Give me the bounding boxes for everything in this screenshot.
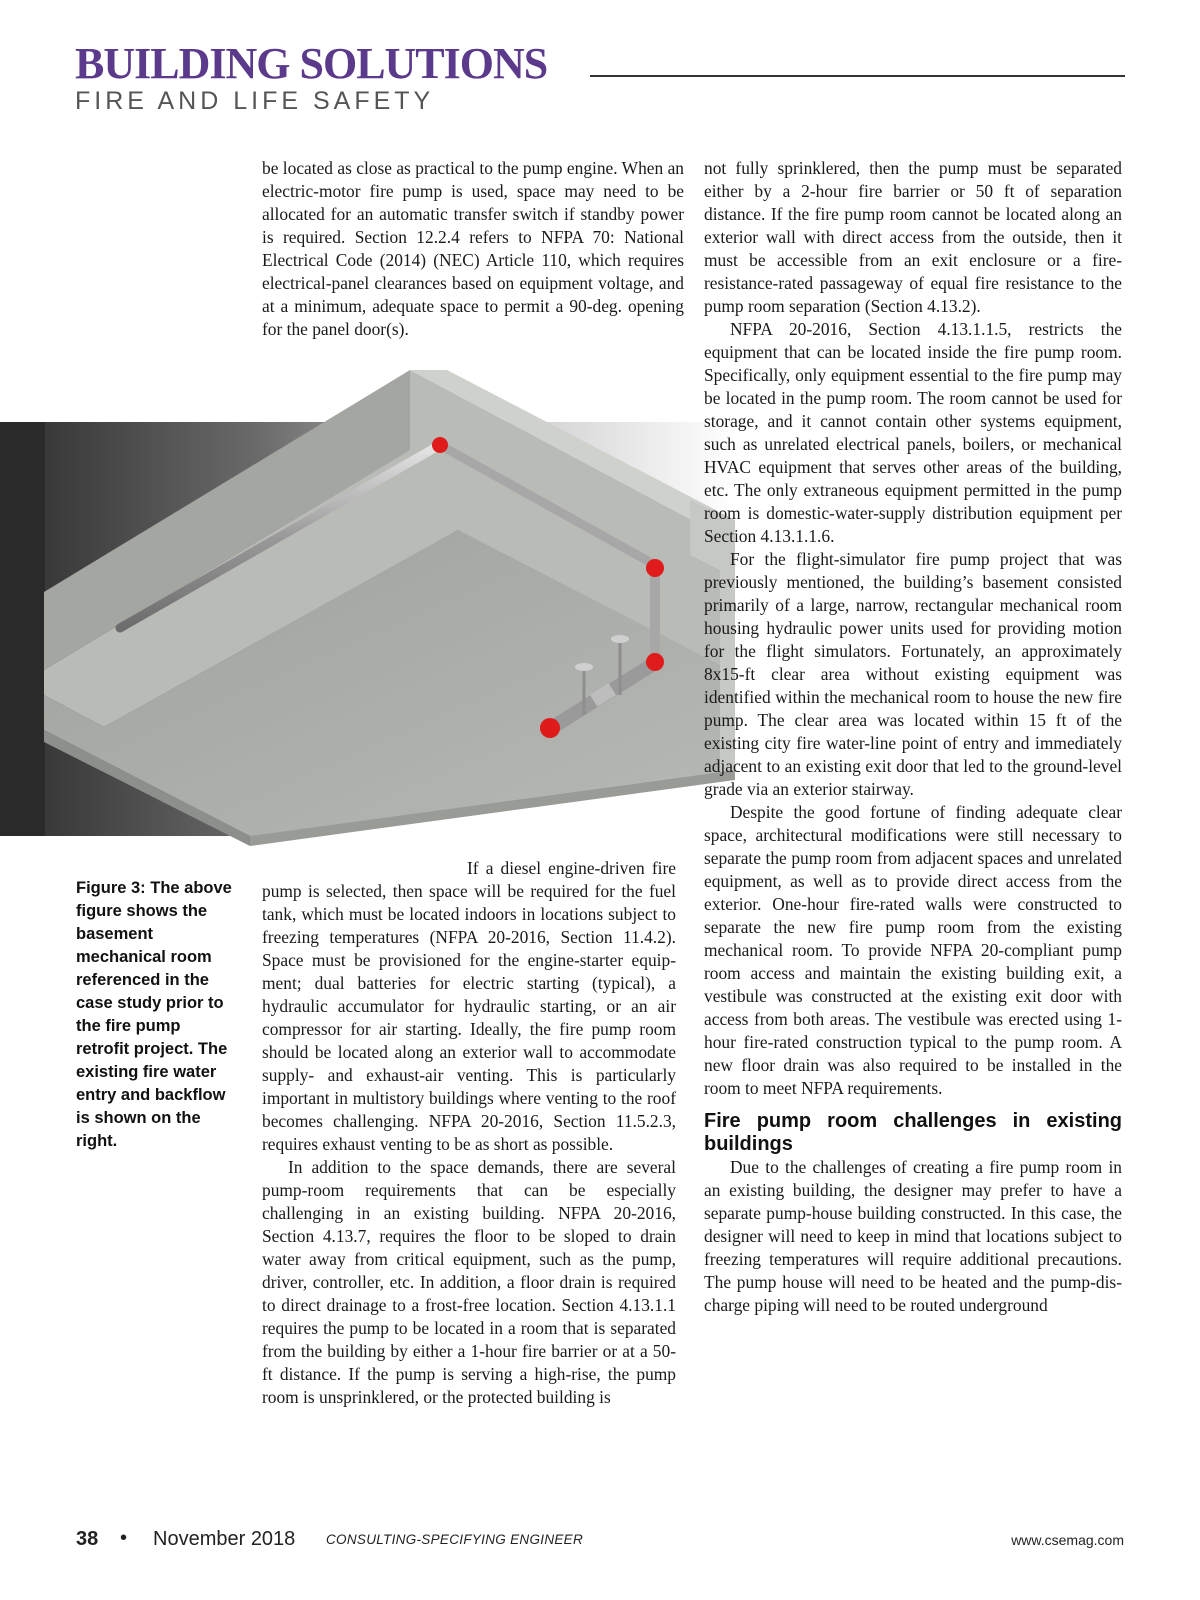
paragraph: Despite the good fortune of finding adequate clear space, architectural modifications were still necessary to separate the pump room from adjacent spaces and unrelated equipment, as well as to provide direct access from the exterior. One-hour fire-rated walls were constructed to separate the new fire pump room from the existing mechanical room. To provide NFPA 20-compliant pump room access and maintain the existing building exit, a vestibule was constructed at the existing exit door with access from both areas. The vestibule was erected using 1-hour fire-rated construction typical to the pump room. A new floor drain was also required to be installed in the room to meet NFPA requirements. xyxy=(704,802,1122,1098)
header-rule xyxy=(590,75,1125,77)
pipe-elbow-bottom xyxy=(540,718,560,738)
paragraph: NFPA 20-2016, Section 4.13.1.1.5, restricts the equipment that can be located inside the fire pump room. Specifically, only equipment essential to the fire pump may be located in the pump room. The room cannot be used for storage, and it cannot contain other systems equipment, such as unrelated electrical panels, boilers, or mechanical HVAC equipment that serves other areas of the building, etc. The only extraneous equipment permitted in the pump room is domestic-water-supply distribution equipment per Section 4.13.1.1.6. xyxy=(704,319,1122,546)
paragraph: If a diesel engine-driven fire pump is selected, then space will be required for the fuel tank, which must be located indoors in locations subject to freezing temperatures (NFPA 20-2016, Section 11.4.2). Space must be provisioned for the engine-starter equipment; dual batteries for electric starting (typical), a hydraulic accumulator for hydraulic starting, or an air compressor for air starting. Ideally, the fire pump room should be located along an exterior wall to accommodate supply- and exhaust-air venting. This is particularly important in multistory buildings where venting to the roof becomes challenging. NFPA 20-2016, Section 11.5.2.3, requires exhaust venting to be as short as possible. xyxy=(262,858,676,1154)
section-subtitle: FIRE AND LIFE SAFETY xyxy=(75,87,435,115)
column-middle-bottom xyxy=(262,857,676,1409)
issue-date: November 2018 xyxy=(153,1528,296,1550)
paragraph: For the flight-simulator fire pump project that was previously mentioned, the building’s basement consisted primarily of a large, narrow, rectangular mechanical room housing hydraulic power units used for providing motion for the flight simulators. Fortunately, an approximately 8x15-ft clear area without existing equipment was identified within the mechanical room to house the new fire pump. The clear area was located within 15 ft of the existing city fire water-line point of entry and immediately adjacent to an existing exit door that led to the ground-level grade via an exterior stairway. xyxy=(704,549,1122,799)
pipe-elbow-lower-right xyxy=(646,653,664,671)
column-middle-top xyxy=(262,157,684,341)
paragraph: Due to the challenges of creating a fire pump room in an existing building, the designer may prefer to have a separate pump-house building constructed. In this case, the designer will need to keep in mind that locations subject to freezing temperatures will require additional precautions. The pump house will need to be heated and the pump-discharge piping will need to be routed underground xyxy=(704,1157,1122,1315)
paragraph: not fully sprinklered, then the pump must be separated either by a 2-hour fire barrier or 50 ft of separation distance. If the fire pump room cannot be located along an exterior wall with direct access from the outside, then it must be accessible from an exit enclosure or a fire-resistance-rated passageway of equal fire resistance to the pump room separation (Section 4.13.2). xyxy=(704,158,1122,316)
section-heading: Fire pump room challenges in existing buildings xyxy=(704,1110,1122,1155)
pipe-elbow-top xyxy=(432,437,448,453)
figure-caption: Figure 3: The above figure shows the basement mechanical room referenced in the case study prior to the fire pump retrofit project. The existing fire water entry and backflow is shown on the right. xyxy=(76,879,232,1150)
paragraph: be located as close as practical to the pump engine. When an electric-motor fire pump is used, space may need to be allocated for an automatic transfer switch if standby power is required. Section 12.2.4 refers to NFPA 70: National Electrical Code (2014) (NEC) Article 110, which requires electrical-panel clearances based on equipment voltage, and at a minimum, adequate space to permit a 90-deg. opening for the panel door(s). xyxy=(262,158,684,339)
left-dark-band xyxy=(0,422,45,836)
magazine-name: CONSULTING-SPECIFYING ENGINEER xyxy=(326,1532,584,1547)
basement-room-illustration xyxy=(0,370,735,850)
paragraph: In addition to the space demands, there are several pump-room requirements that can be especially challenging in an existing building. NFPA 20-2016, Section 4.13.7, requires the floor to be sloped to drain water away from critical equipment, such as the pump, driver, controller, etc. In addition, a floor drain is required to direct drainage to a frost-free location. Section 4.13.1.1 requires the pump to be located in a room that is separated from the building by either a 1-hour fire barrier or at a 50-ft distance. If the pump is serving a high-rise, the pump room is unsprinklered, or the protected building is xyxy=(262,1157,676,1407)
footer-bullet: • xyxy=(120,1527,128,1549)
page-footer xyxy=(76,1528,1124,1556)
column-right xyxy=(704,157,1122,1317)
valve-handwheel-1 xyxy=(575,663,593,671)
valve-handwheel-2 xyxy=(611,635,629,643)
section-title: BUILDING SOLUTIONS xyxy=(75,39,548,88)
page-number: 38 xyxy=(76,1528,99,1550)
pipe-elbow-upper-right xyxy=(646,559,664,577)
magazine-url[interactable]: www.csemag.com xyxy=(1011,1532,1124,1548)
